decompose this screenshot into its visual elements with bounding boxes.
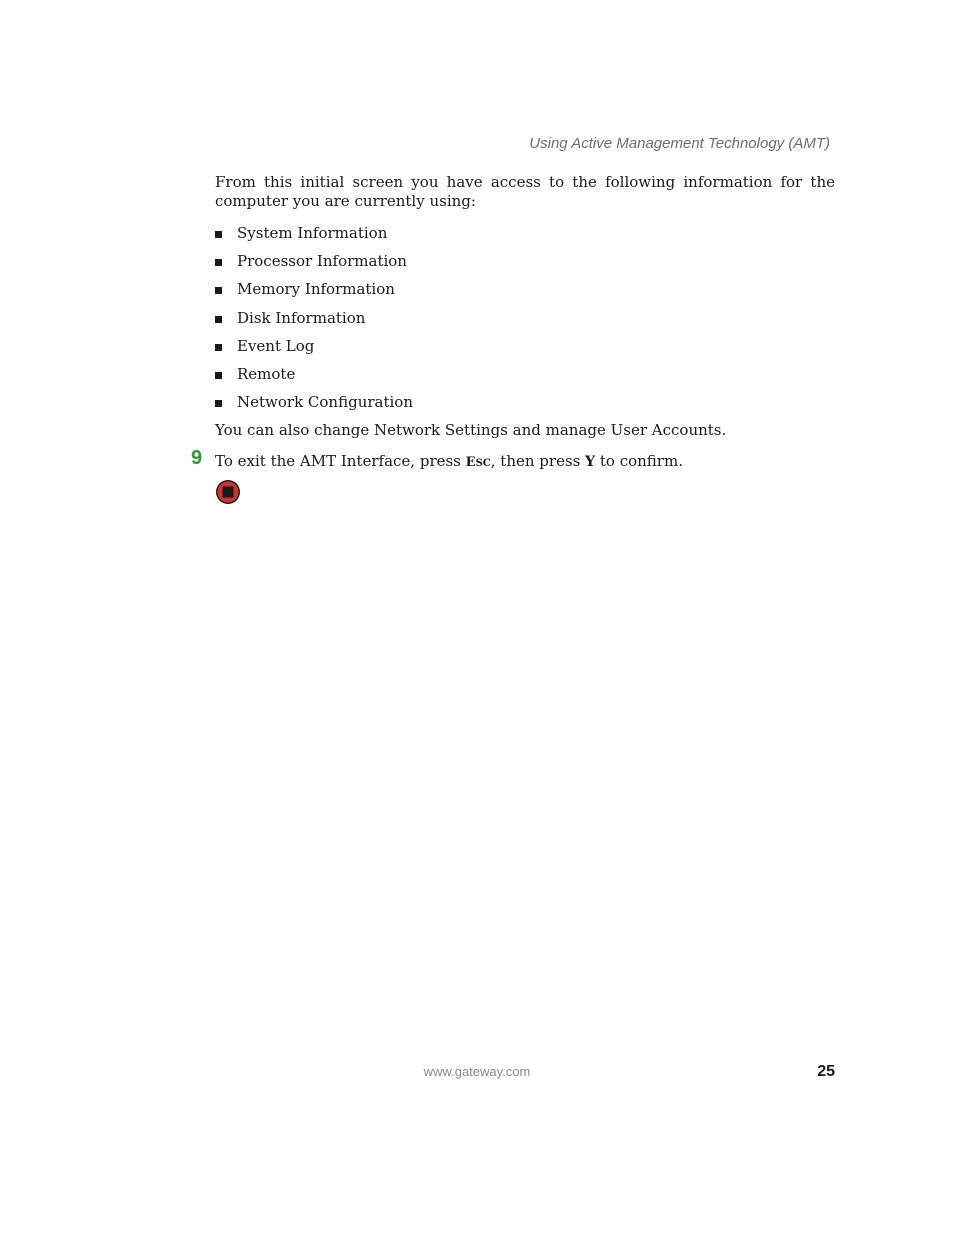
- list-item-label: Memory Information: [237, 280, 395, 299]
- intro-paragraph: From this initial screen you have access to the following information for the computer you are currently using:: [215, 173, 835, 210]
- step-number: 9: [191, 447, 203, 469]
- square-bullet-icon: [215, 259, 222, 266]
- square-bullet-icon: [215, 344, 222, 351]
- list-item: [215, 364, 413, 392]
- list-item: [215, 279, 413, 307]
- square-bullet-icon: [215, 287, 222, 294]
- page-header-title: Using Active Management Technology (AMT): [529, 135, 830, 152]
- footer-url: www.gateway.com: [423, 1064, 531, 1079]
- square-bullet-icon: [215, 231, 222, 238]
- list-item-label: Network Configuration: [237, 393, 413, 412]
- list-item: [215, 251, 413, 279]
- list-item-label: Processor Information: [237, 252, 407, 271]
- step-text-before: To exit the AMT Interface, press: [215, 452, 466, 470]
- esc-key-label: [466, 455, 491, 470]
- square-bullet-icon: [215, 400, 222, 407]
- info-bullet-list: [215, 223, 413, 420]
- list-item-label: Remote: [237, 364, 296, 383]
- list-item: [215, 223, 413, 251]
- esc-key-rest: SC: [475, 458, 491, 469]
- page-number: 25: [817, 1063, 835, 1080]
- stop-icon-square: [223, 487, 234, 498]
- list-item: [215, 308, 413, 336]
- y-key-label: Y: [585, 454, 596, 470]
- step-text-middle: , then press: [490, 452, 586, 470]
- esc-key-initial: E: [465, 455, 476, 470]
- list-item-label: System Information: [237, 224, 388, 242]
- square-bullet-icon: [215, 316, 222, 323]
- stop-icon: [215, 479, 241, 505]
- list-item-label: Event Log: [237, 336, 315, 355]
- list-item: [215, 336, 413, 364]
- step-instruction: [215, 451, 683, 474]
- list-item: [215, 392, 413, 420]
- list-item-label: Disk Information: [237, 308, 366, 327]
- square-bullet-icon: [215, 372, 222, 379]
- step-text-after: to confirm.: [595, 452, 683, 470]
- also-paragraph: You can also change Network Settings and manage User Accounts.: [215, 421, 727, 439]
